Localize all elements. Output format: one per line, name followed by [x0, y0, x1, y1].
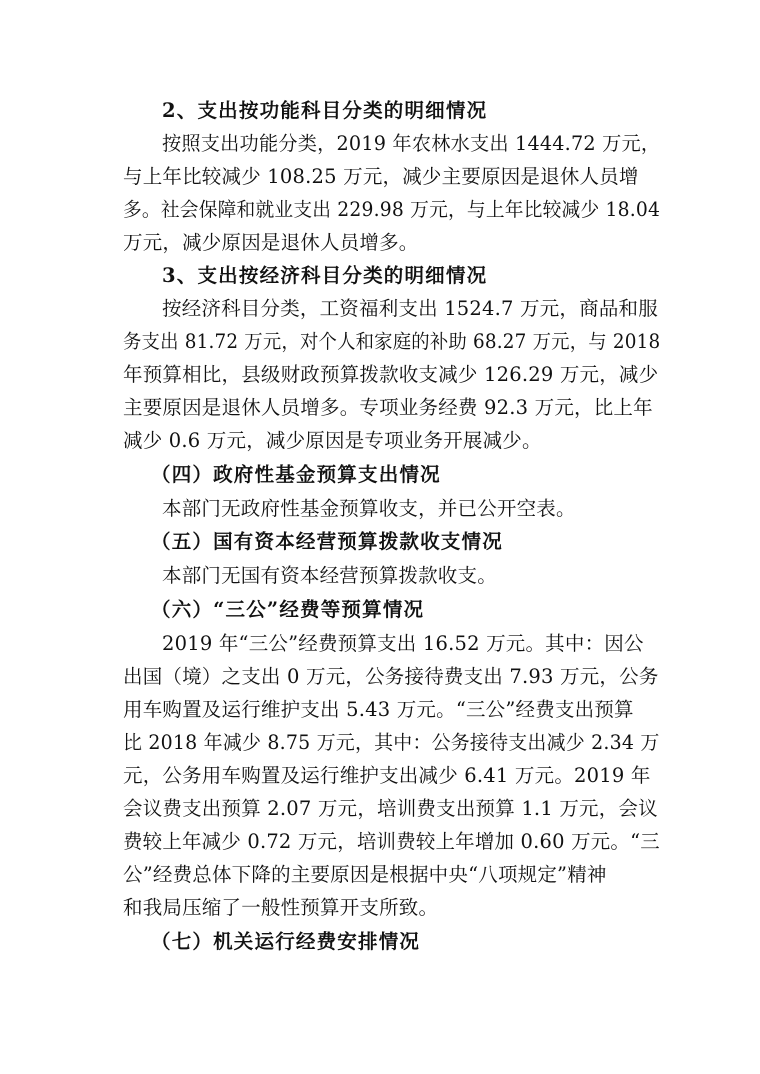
paragraph-line: 与上年比较减少 108.25 万元，减少主要原因是退休人员增	[123, 165, 639, 188]
section-heading-7: （七）机关运行经费安排情况	[151, 930, 421, 953]
paragraph-line: 费较上年减少 0.72 万元，培训费较上年增加 0.60 万元。“三	[123, 830, 660, 853]
paragraph-line: 主要原因是退休人员增多。专项业务经费 92.3 万元，比上年	[123, 396, 653, 419]
paragraph-line: 和我局压缩了一般性预算开支所致。	[123, 896, 439, 919]
paragraph-line: 年预算相比，县级财政预算拨款收支减少 126.29 万元，减少	[123, 363, 659, 386]
section-heading-5: （五）国有资本经营预算拨款收支情况	[151, 530, 503, 553]
paragraph-line: 按经济科目分类，工资福利支出 1524.7 万元，商品和服	[162, 297, 658, 320]
section-heading-economic: 3、支出按经济科目分类的明细情况	[162, 264, 488, 287]
paragraph-line: 比 2018 年减少 8.75 万元，其中：公务接待支出减少 2.34 万	[123, 731, 660, 754]
paragraph-line: 按照支出功能分类，2019 年农林水支出 1444.72 万元，	[162, 132, 661, 155]
section-heading-4: （四）政府性基金预算支出情况	[151, 463, 441, 486]
paragraph-line: 务支出 81.72 万元，对个人和家庭的补助 68.27 万元，与 2018	[123, 330, 661, 353]
paragraph-line: 元，公务用车购置及运行维护支出减少 6.41 万元。2019 年	[123, 764, 651, 787]
paragraph-line: 公”经费总体下降的主要原因是根据中央“八项规定”精神	[123, 863, 607, 886]
paragraph-line: 用车购置及运行维护支出 5.43 万元。“三公”经费支出预算	[123, 698, 634, 721]
section-heading-functional: 2、支出按功能科目分类的明细情况	[162, 99, 488, 122]
paragraph-line: 本部门无政府性基金预算收支，并已公开空表。	[162, 497, 576, 520]
paragraph-line: 减少 0.6 万元，减少原因是专项业务开展减少。	[123, 429, 542, 452]
paragraph-line: 多。社会保障和就业支出 229.98 万元，与上年比较减少 18.04	[123, 198, 661, 221]
section-heading-6: （六）“三公”经费等预算情况	[151, 598, 425, 621]
paragraph-line: 万元，减少原因是退休人员增多。	[123, 231, 419, 254]
paragraph-line: 出国（境）之支出 0 万元，公务接待费支出 7.93 万元，公务	[123, 665, 659, 688]
paragraph-line: 本部门无国有资本经营预算拨款收支。	[162, 564, 497, 587]
paragraph-line: 会议费支出预算 2.07 万元，培训费支出预算 1.1 万元，会议	[123, 797, 658, 820]
paragraph-line: 2019 年“三公”经费预算支出 16.52 万元。其中：因公	[162, 632, 644, 655]
